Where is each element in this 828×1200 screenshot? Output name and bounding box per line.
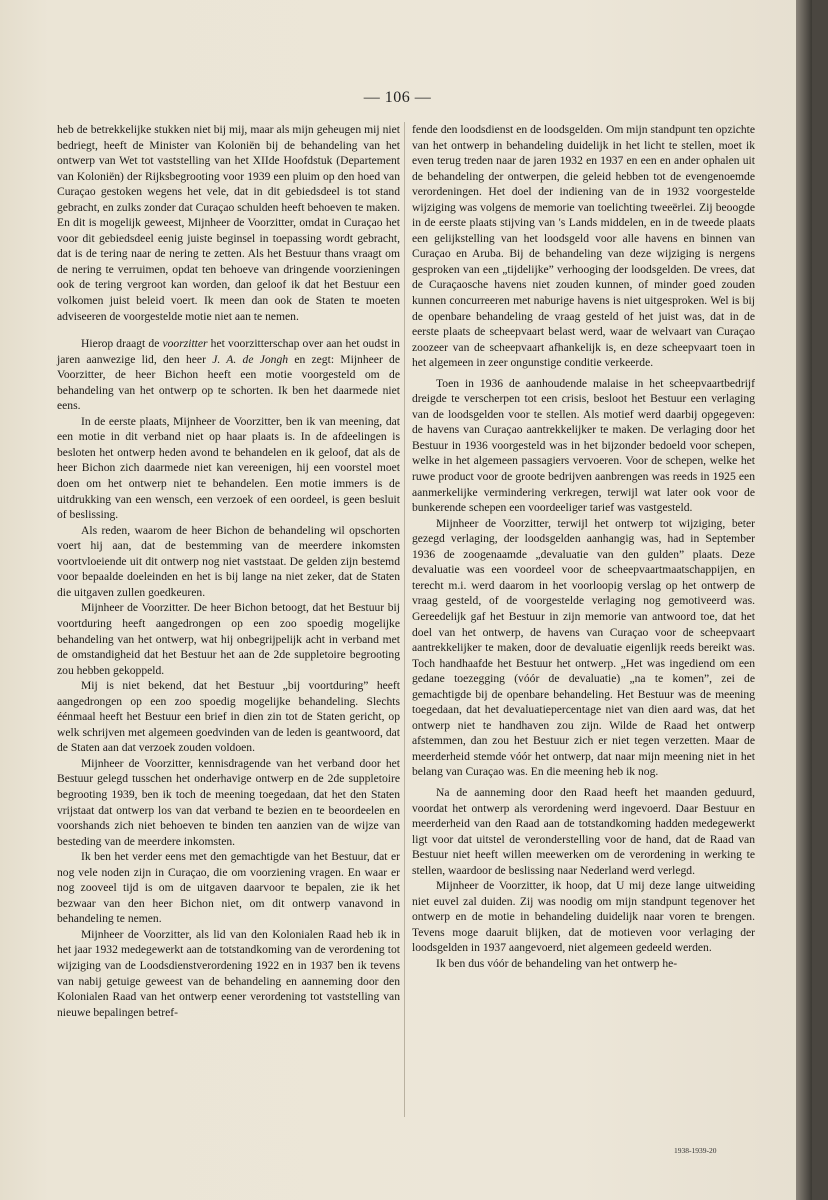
- italic-speaker-name: J. A. de Jongh: [212, 352, 289, 366]
- text-run: Hierop draagt de: [81, 337, 163, 351]
- paragraph: Mijnheer de Voorzitter, terwijl het ontwerp tot wijziging, beter gezegd verlaging, der loodsgelden aanhangig was, had in September 1936 de zoogenaamde „devaluatie van den gulden” plaats. Deze devaluatie was een voordeel voor de scheepvaartmaatschappijen, en terecht m.i. werd daarom in het voorloopig verslag op het ontwerp de vraag gesteld, of de voorgestelde verlaging nog gemotiveerd was. Gereedelijk gaf het Bestuur in zijn memorie van antwoord toe, dat het doel van het ontwerp, de havens van Curaçao voor de scheepvaart aantrekkelijker te maken, door de devaluatie eigenlijk reeds bereikt was. Toch handhaafde het Bestuur het ontwerp. „Het was ingediend om een gedane toezegging (vóór de devaluatie) „na te komen”, zei de gemachtigde bij de openbare behandeling. Het Bestuur was de meening toegedaan, dat het devaluatiepercentage niet van dien aard was, dat het ontwerp niet te handhaven zou zijn. Wilde de Raad het ontwerp afstemmen, dan zou het Bestuur zich er niet tegen verzetten. Maar de meerderheid stemde vóór het ontwerp, dat naar mijn meening niet in het belang van Curaçao was. En die meening heb ik nog.: [412, 516, 755, 779]
- page-binding-shadow: [796, 0, 812, 1200]
- paragraph: Mijnheer de Voorzitter, als lid van den Kolonialen Raad heb ik in het jaar 1932 medegewerkt aan de totstandkoming van de verordening tot wijziging van de Loodsdienstverordening 1922 en in 1937 ben ik tevens van nabij getuige geweest van de behandeling en aanneming door den Kolonialen Raad van het ontwerp eener verordening tot vaststelling van nieuwe bepalingen betref-: [57, 927, 400, 1019]
- text-run: het voorzitterschap over aan het oudst in jaren aanwezige lid, den heer: [57, 337, 400, 366]
- left-column: [57, 122, 400, 1020]
- paragraph: In de eerste plaats, Mijnheer de Voorzitter, ben ik van meening, dat een motie in dit verband niet op haar plaats is. In de afdeelingen is besloten het ontwerp heden avond te behandelen en ik geloof, dat als de heer Bichon zich daarmede niet kan vereenigen, hij een voorstel moet doen om het ontwerp niet te behandelen. Een motie immers is de uitdrukking van een wensch, een verzoek of een oordeel, is geen besluit of beslissing.: [57, 414, 400, 522]
- paragraph: Als reden, waarom de heer Bichon de behandeling wil opschorten voert hij aan, dat de bestemming van de meerdere inkomsten voortvloeiende uit dit ontwerp nog niet vaststaat. De gelden zijn bestemd voor bepaalde doeleinden en het is bij lange na niet zeker, dat de Staten die uitgaven zullen goedkeuren.: [57, 523, 400, 599]
- print-code: 1938-1939-20: [674, 1146, 717, 1155]
- paragraph: Na de aanneming door den Raad heeft het maanden geduurd, voordat het ontwerp als verordening werd ingevoerd. Daar Bestuur en meerderheid van den Raad aan de totstandkoming hadden medegewerkt ligt voor dat uitstel de veronderstelling voor de hand, dat de Raad van Bestuur niet heeft willen meewerken om de verordening in werking te stellen, waardoor de beslissing naar Nederland werd verlegd.: [412, 785, 755, 877]
- paragraph: [57, 336, 400, 414]
- paragraph: heb de betrekkelijke stukken niet bij mij, maar als mijn geheugen mij niet bedriegt, heeft de Minister van Koloniën bij de behandeling van het ontwerp van Wet tot vaststelling van het XIIde Hoofdstuk (Departement van Koloniën) der Rijksbegrooting voor 1939 een pluim op den hoed van Curaçao gestoken wegens het vele, dat in dit gebiedsdeel is tot stand gebracht, en zulks zonder dat Curaçao schulden heeft behoeven te maken. En dit is mogelijk geweest, Mijnheer de Voorzitter, omdat in Curaçao het voor dit gebiedsdeel eenig juiste beginsel in toepassing wordt gebracht, dat is de tering naar de nering te zetten. Als het Bestuur thans vraagt om de nering te verruimen, opdat ten behoeve van dringende voorzieningen ook de tering vergroot kan worden, dan geloof ik dat het Bestuur een volkomen juist beleid voert. Ik meen dan ook de Staten te moeten adviseeren de voorgestelde motie niet aan te nemen.: [57, 123, 400, 323]
- right-column: [412, 122, 755, 972]
- paragraph: Ik ben dus vóór de behandeling van het ontwerp he-: [436, 956, 678, 970]
- column-divider: [404, 122, 405, 1117]
- paragraph: Mijnheer de Voorzitter, kennisdragende van het verband door het Bestuur gelegd tusschen het onderhavige ontwerp en de 2de suppletoire begrooting 1939, ben ik toch de meening toegedaan, dat het den Staten vrijstaat dat ontwerp los van dat verband te bezien en te beoordeelen en voorshands zich niet behoeven te binden ten aanzien van de wijze van besteding van de meerdere inkomsten.: [57, 756, 400, 848]
- italic-role: voorzitter: [162, 337, 208, 351]
- text-run: en zegt: Mijnheer de Voorzitter, de heer Bichon heeft een motie voorgesteld om de behandeling van het ontwerp op te schorten. Ik ben het daarmede niet eens.: [57, 352, 400, 413]
- paragraph: Toen in 1936 de aanhoudende malaise in het scheepvaartbedrijf dreigde te verscherpen tot een crisis, besloot het Bestuur een verlaging van de loodsgelden voor te stellen. Als motief werd daarbij opgegeven: de havens van Curaçao aantrekkelijker te maken. De verlaging door het Bestuur in 1936 voorgesteld was in het bijzonder bedoeld voor schepen, welke in het algemeen passagiers vervoeren. Voor de schepen, welke het ruwe product voor de groote bedrijven aanbrengen was reeds in 1925 een aanmerkelijke vermindering verkregen, terwijl wat later ook voor de bunkerende schepen een voordeeliger tarief was vastgesteld.: [412, 376, 755, 515]
- paragraph: fende den loodsdienst en de loodsgelden. Om mijn standpunt ten opzichte van het ontwerp in behandeling duidelijk in het licht te stellen, moet ik even terug treden naar de jaren 1932 en 1937 en een en ander ophalen uit de behandeling der ontwerpen, die geleid hebben tot de evengenoemde verordeningen. Het doel der indiening van de in 1932 voorgestelde wijziging was volgens de memorie van toelichting tweeërlei. Zij beoogde in de eerste plaats stijving van 's Lands middelen, en in de tweede plaats een gelijkstelling van het loodsgeld voor alle havens en binnen van Curaçao en Aruba. Bij de behandeling van deze wijziging is nergens gesproken van een „tijdelijke” verhooging der loodsgelden. De vrees, dat de Curaçaosche havens niet zouden kunnen, of minder goed zouden kunnen concurreeren met naburige havens is niet uitgesproken. Wel is bij de openbare behandeling de vraag gesteld of het juist was, dat in de eerste plaats de scheepvaart belast werd, waar de welvaart van Curaçao zoozeer van de scheepvaart afhankelijk is, en deze scheepvaart toen in het algemeen in zeer ongunstige conditie verkeerde.: [412, 123, 755, 370]
- paragraph: Ik ben het verder eens met den gemachtigde van het Bestuur, dat er nog vele noden zijn in Curaçao, die om voorziening vragen. En waar er nog zooveel tijd is om de uitgaven daarvoor te bepalen, zie ik het bezwaar van den heer Bichon niet, om dit ontwerp vanavond in behandeling te nemen.: [57, 850, 400, 926]
- paragraph: Mij is niet bekend, dat het Bestuur „bij voortduring” heeft aangedrongen op een zoo spoedig mogelijke behandeling. Slechts éénmaal heeft het Bestuur een brief in dien zin tot de Staten gericht, op welk schrijven met algemeen goedvinden van de leden is geantwoord, dat de Staten aan dat verzoek zouden voldoen.: [57, 679, 400, 755]
- page-number: — 106 —: [363, 89, 432, 106]
- paragraph: Mijnheer de Voorzitter. De heer Bichon betoogt, dat het Bestuur bij voortduring heeft aangedrongen op een zoo spoedig mogelijke behandeling van het ontwerp, wat hij onbegrijpelijk acht in verband met de omstandigheid dat het Bestuur het aan de 2de suppletoire begrooting zou hebben gekoppeld.: [57, 601, 400, 677]
- paragraph: Mijnheer de Voorzitter, ik hoop, dat U mij deze lange uitweiding niet euvel zal duiden. Zij was noodig om mijn standpunt tegenover het ontwerp en de motie in behandeling duidelijk naar voren te brengen. Tevens moge daaruit blijken, dat de motieven voor verlaging der loodsgelden in 1937 aangevoerd, niet algemeen gedeeld werden.: [412, 879, 755, 955]
